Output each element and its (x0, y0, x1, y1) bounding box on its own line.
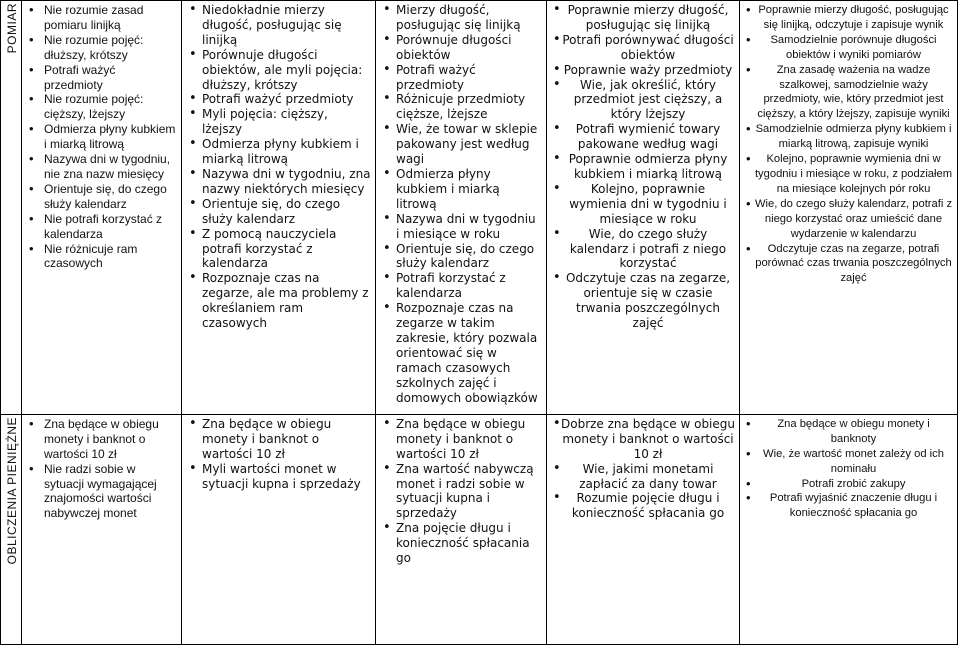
criterion-item: • Poprawnie odmierza płyny kubkiem i miarką litrową (551, 152, 735, 182)
criterion-item: • Myli wartości monet w sytuacji kupna i sprzedaży (186, 462, 371, 492)
criteria-list (380, 417, 542, 566)
row-pomiar (1, 1, 958, 415)
criterion-item: • Poprawnie mierzy długość, posługując się linijką, odczytuje i zapisuje wynik (744, 3, 953, 33)
cell-pomiar-level-2 (182, 1, 376, 415)
criteria-list (186, 3, 371, 331)
criterion-item: • Porównuje długości obiektów, ale myli pojęcia: dłuższy, krótszy (186, 48, 371, 93)
cell-money-level-2 (182, 414, 376, 644)
criterion-item: • Nie radzi sobie w sytuacji wymagającej znajomości wartości nabywczej monet (26, 462, 177, 522)
criterion-item: • Rozpoznaje czas na zegarze, ale ma problemy z określaniem ram czasowych (186, 271, 371, 331)
criteria-list (26, 417, 177, 521)
criterion-item: • Potrafi ważyć przedmioty (380, 63, 542, 93)
criterion-item: • Zna będące w obiegu monety i banknot o wartości 10 zł (26, 417, 177, 462)
criterion-item: • Zna wartość nabywczą monet i radzi sobie w sytuacji kupna i sprzedaży (380, 462, 542, 522)
criterion-item: • Nazywa dni w tygodniu i miesiące w roku (380, 212, 542, 242)
cell-money-level-1 (22, 414, 182, 644)
cell-pomiar-level-3 (376, 1, 547, 415)
criterion-item: • Kolejno, poprawnie wymienia dni w tygodniu i miesiące w roku, z podziałem na miesiące kolejnych pór roku (744, 152, 953, 197)
cell-pomiar-level-4 (547, 1, 740, 415)
criterion-item: • Nazywa dni w tygodniu, nie zna nazw miesięcy (26, 152, 177, 182)
criterion-item: • Potrafi wymienić towary pakowane według wagi (551, 122, 735, 152)
criterion-item: • Wie, do czego służy kalendarz i potrafi z niego korzystać (551, 227, 735, 272)
criteria-list (744, 417, 953, 521)
cell-pomiar-level-5 (740, 1, 958, 415)
row-label-cell (1, 414, 22, 644)
criteria-list (26, 3, 177, 271)
criterion-item: • Kolejno, poprawnie wymienia dni w tygodniu i miesiące w roku (551, 182, 735, 227)
criterion-item: • Zna będące w obiegu monety i banknot o wartości 10 zł (380, 417, 542, 462)
criterion-item: • Odmierza płyny kubkiem i miarką litrową (186, 137, 371, 167)
criterion-item: • Nazywa dni w tygodniu, zna nazwy niektórych miesięcy (186, 167, 371, 197)
criterion-item: • Z pomocą nauczyciela potrafi korzystać z kalendarza (186, 227, 371, 272)
criterion-item: • Rozpoznaje czas na zegarze w takim zakresie, który pozwala orientować się w ramach czasowych szkolnych zajęć i domowych obowiązków (380, 301, 542, 405)
criterion-item: • Nie potrafi korzystać z kalendarza (26, 212, 177, 242)
criterion-item: • Zna będące w obiegu monety i banknoty (744, 417, 953, 447)
criterion-item: • Potrafi zrobić zakupy (744, 477, 953, 492)
row-label-cell (1, 1, 22, 415)
criterion-item: • Potrafi wyjaśnić znaczenie długu i konieczność spłacania go (744, 491, 953, 521)
criterion-item: • Wie, do czego służy kalendarz, potrafi z niego korzystać oraz umieścić dane wydarzenie w kalendarzu (744, 197, 953, 242)
row-obliczenia-pieniezne (1, 414, 958, 644)
criterion-item: • Zna będące w obiegu monety i banknot o wartości 10 zł (186, 417, 371, 462)
criterion-item: • Wie, jak określić, który przedmiot jest cięższy, a który lżejszy (551, 78, 735, 123)
criterion-item: • Poprawnie mierzy długość, posługując się linijką (551, 3, 735, 33)
criterion-item: • Dobrze zna będące w obiegu monety i banknot o wartości 10 zł (551, 417, 735, 462)
criterion-item: • Myli pojęcia: cięższy, lżejszy (186, 107, 371, 137)
criterion-item: • Niedokładnie mierzy długość, posługując się linijką (186, 3, 371, 48)
criterion-item: • Potrafi ważyć przedmioty (186, 92, 371, 107)
criterion-item: • Potrafi porównywać długości obiektów (551, 33, 735, 63)
criterion-item: • Potrafi korzystać z kalendarza (380, 271, 542, 301)
criterion-item: • Wie, że towar w sklepie pakowany jest według wagi (380, 122, 542, 167)
criterion-item: • Zna pojęcie długu i konieczność spłacania go (380, 521, 542, 566)
criterion-item: • Nie rozumie pojęć: cięższy, lżejszy (26, 92, 177, 122)
criterion-item: • Rozumie pojęcie długu i konieczność spłacania go (551, 491, 735, 521)
criterion-item: • Odmierza płyny kubkiem i miarką litrową (380, 167, 542, 212)
criterion-item: • Samodzielnie porównuje długości obiektów i wyniki pomiarów (744, 33, 953, 63)
criteria-list (186, 417, 371, 492)
criterion-item: • Orientuje się, do czego służy kalendarz (380, 242, 542, 272)
cell-pomiar-level-1 (22, 1, 182, 415)
criteria-list (551, 3, 735, 331)
criterion-item: • Potrafi ważyć przedmioty (26, 63, 177, 93)
criterion-item: • Poprawnie waży przedmioty (551, 63, 735, 78)
criterion-item: • Nie różnicuje ram czasowych (26, 242, 177, 272)
criterion-item: • Nie rozumie zasad pomiaru linijką (26, 3, 177, 33)
criterion-item: • Porównuje długości obiektów (380, 33, 542, 63)
criterion-item: • Samodzielnie odmierza płyny kubkiem i miarką litrową, zapisuje wyniki (744, 122, 953, 152)
criterion-item: • Zna zasadę ważenia na wadze szalkowej, samodzielnie waży przedmioty, wie, który przedmiot jest cięższy, a który lżejszy, zapisuje wyniki (744, 63, 953, 123)
row-label-pomiar: POMIAR (5, 3, 19, 54)
criterion-item: • Odczytuje czas na zegarze, potrafi porównać czas trwania poszczególnych zajęć (744, 242, 953, 287)
cell-money-level-5 (740, 414, 958, 644)
criterion-item: • Wie, że wartość monet zależy od ich nominału (744, 447, 953, 477)
criterion-item: • Odmierza płyny kubkiem i miarką litrową (26, 122, 177, 152)
criterion-item: • Odczytuje czas na zegarze, orientuje się w czasie trwania poszczególnych zajęć (551, 271, 735, 331)
cell-money-level-3 (376, 414, 547, 644)
criteria-list (380, 3, 542, 405)
criteria-list (551, 417, 735, 521)
criterion-item: • Wie, jakimi monetami zapłacić za dany towar (551, 462, 735, 492)
criterion-item: • Różnicuje przedmioty cięższe, lżejsze (380, 92, 542, 122)
criterion-item: • Mierzy długość, posługując się linijką (380, 3, 542, 33)
criterion-item: • Orientuje się, do czego służy kalendarz (186, 197, 371, 227)
row-label-obliczenia-pieniezne: OBLICZENIA PIENIĘŻNE (5, 416, 19, 565)
criterion-item: • Nie rozumie pojęć: dłuższy, krótszy (26, 33, 177, 63)
cell-money-level-4 (547, 414, 740, 644)
criterion-item: • Orientuje się, do czego służy kalendarz (26, 182, 177, 212)
criteria-list (744, 3, 953, 286)
